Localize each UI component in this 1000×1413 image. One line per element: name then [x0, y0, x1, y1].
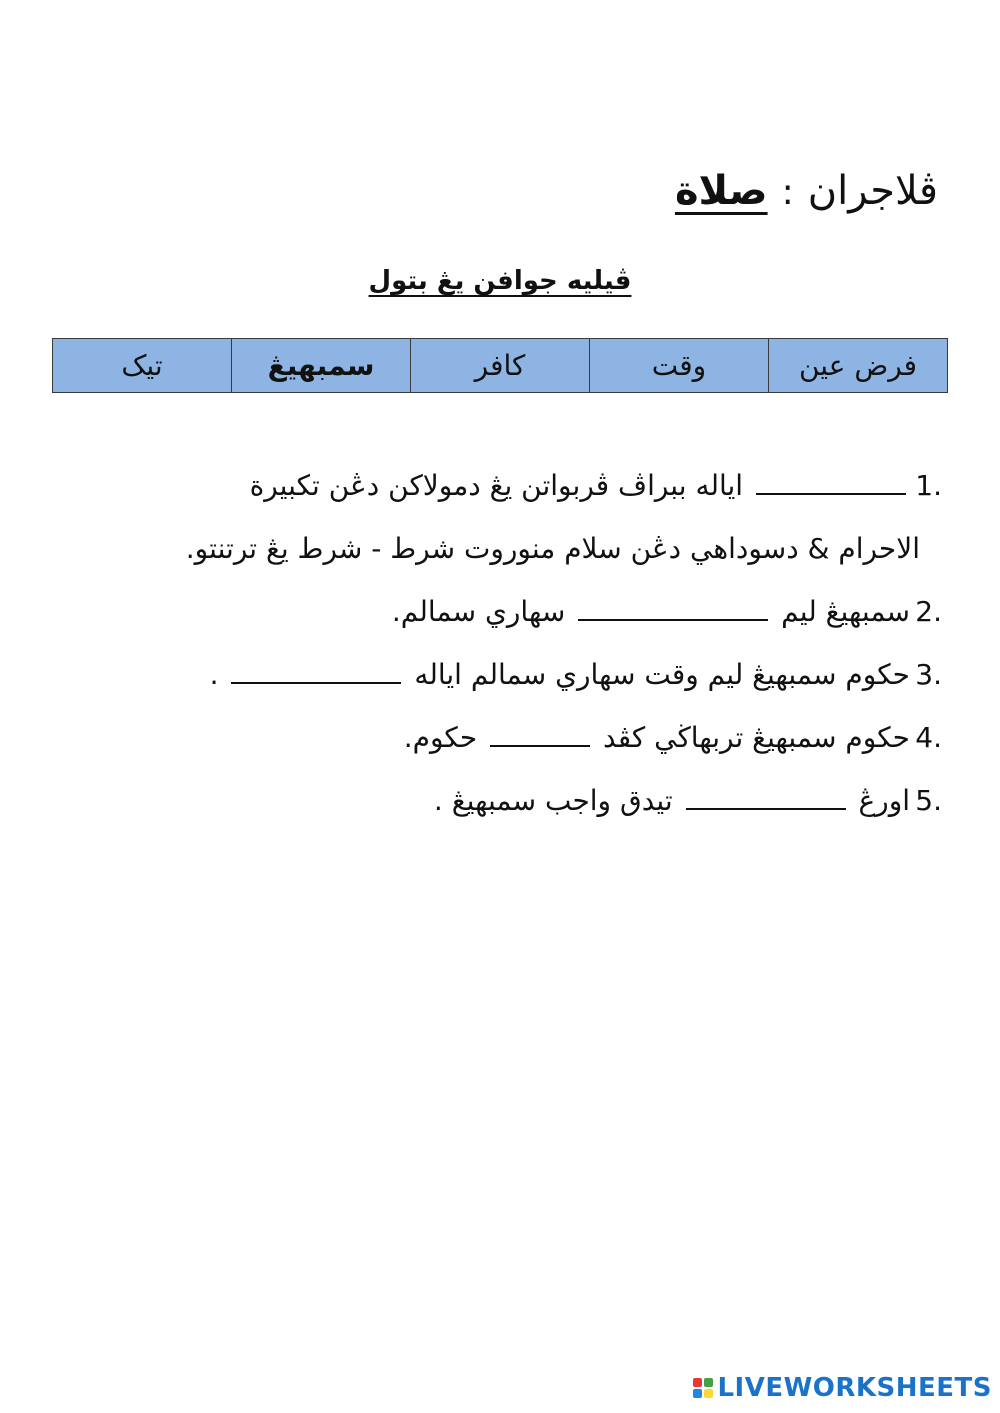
- title-separator: :: [781, 172, 794, 213]
- logo-square: [704, 1378, 713, 1387]
- question-item: [60, 710, 942, 773]
- question-number: 4.: [915, 721, 942, 754]
- question-text: حکوم سمبهيڠ تربهاڬي کڤد: [603, 721, 910, 754]
- word-bank-cell: وقت: [590, 339, 769, 393]
- word-bank-table: [52, 338, 948, 393]
- question-text: حکوم سمبهيڠ ليم وقت سهاري سمالم اياله: [414, 658, 910, 691]
- word-bank-cell: فرض عين: [769, 339, 948, 393]
- question-text: حکوم.: [403, 721, 478, 754]
- question-number: 1.: [915, 469, 942, 502]
- word-bank-cell: سمبهيڠ: [232, 339, 411, 393]
- logo-text: LIVEWORKSHEETS: [717, 1373, 992, 1403]
- title-label: ڤلاجران: [807, 168, 938, 214]
- answer-blank[interactable]: [490, 711, 590, 747]
- question-text: الاحرام & دسوداهي دڠن سلام منوروت شرط - شرط يڠ ترتنتو.: [185, 532, 920, 565]
- question-text: اورڠ: [858, 784, 910, 817]
- question-item: [60, 584, 942, 647]
- logo-square: [693, 1378, 702, 1387]
- question-item: [60, 458, 942, 521]
- instruction-heading: ڤيليه جوافن يڠ بتول: [368, 266, 632, 296]
- question-item: [60, 647, 942, 710]
- question-number: 2.: [915, 595, 942, 628]
- question-number: 3.: [915, 658, 942, 691]
- word-bank-cell: تيک: [53, 339, 232, 393]
- page-title: [675, 168, 938, 214]
- question-continuation: [60, 521, 920, 584]
- logo-square: [704, 1389, 713, 1398]
- logo-square: [693, 1389, 702, 1398]
- question-number: 5.: [915, 784, 942, 817]
- logo-icon: [693, 1378, 713, 1398]
- answer-blank[interactable]: [578, 585, 768, 621]
- liveworksheets-logo: [693, 1373, 992, 1403]
- question-list: [60, 458, 942, 836]
- question-item: [60, 773, 942, 836]
- question-text: سمبهيڠ ليم: [781, 595, 910, 628]
- question-text: سهاري سمالم.: [391, 595, 566, 628]
- answer-blank[interactable]: [686, 774, 846, 810]
- word-bank-row: [53, 339, 948, 393]
- title-subject: صلاة: [674, 168, 768, 214]
- question-text: .: [209, 658, 219, 691]
- answer-blank[interactable]: [756, 459, 906, 495]
- question-text: اياله ببراڤ ڤربواتن يڠ دمولاکن دڠن تکبيرة: [249, 469, 744, 502]
- word-bank-cell: كافر: [411, 339, 590, 393]
- answer-blank[interactable]: [231, 648, 401, 684]
- question-text: تيدق واجب سمبهيڠ .: [433, 784, 673, 817]
